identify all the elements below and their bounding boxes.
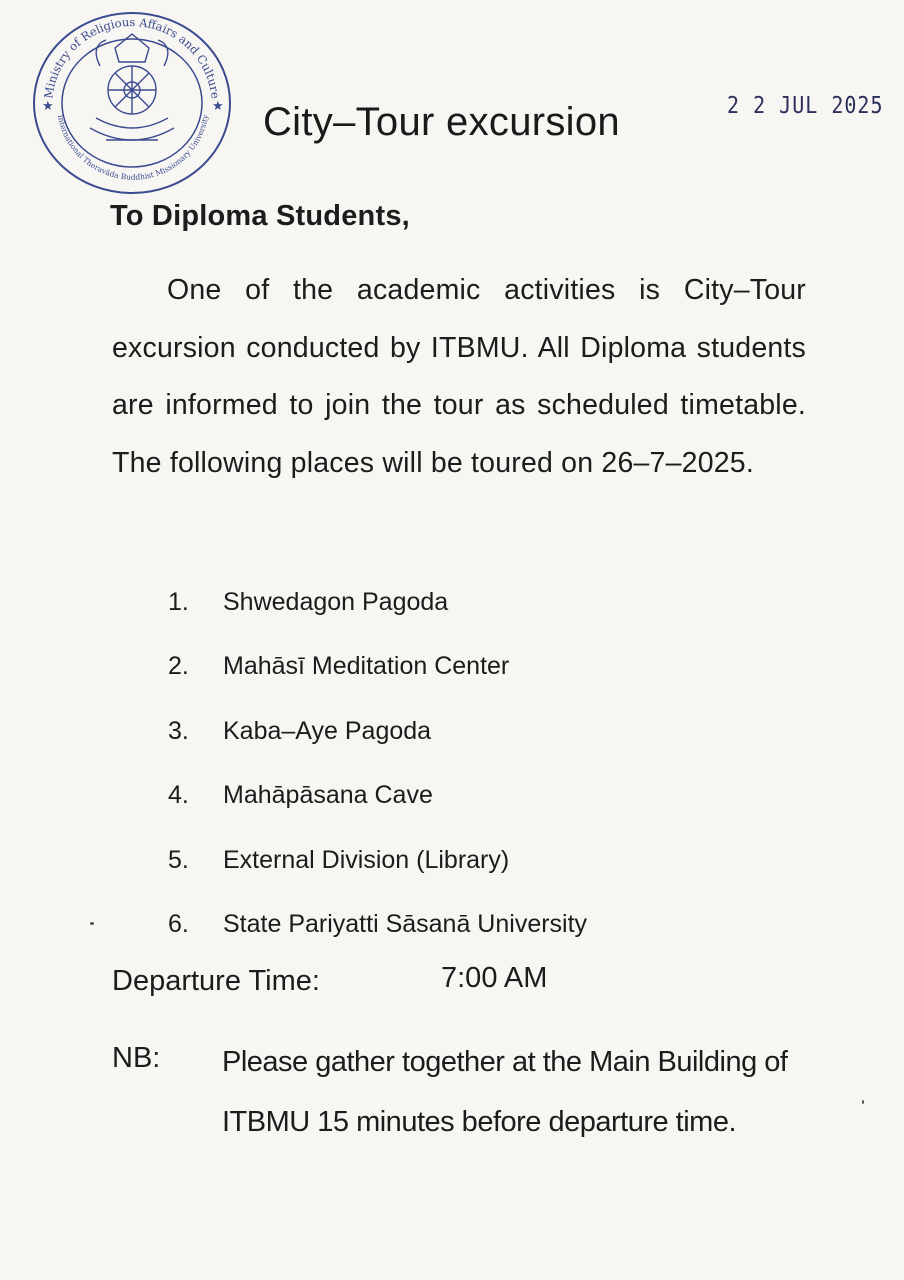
body-paragraph: One of the academic activities is City–Tour excursion conducted by ITBMU. All Diploma students are informed to join the tour as scheduled timetable. The following places will be toured on 26–7–2025. xyxy=(112,274,806,479)
nb-text: Please gather together at the Main Building of ITBMU 15 minutes before departure time. xyxy=(222,1046,788,1138)
seal-star-left-icon: ★ xyxy=(42,98,54,113)
scan-speck xyxy=(90,922,94,925)
salutation: To Diploma Students, xyxy=(110,200,410,232)
list-item-label: Mahāsī Meditation Center xyxy=(223,652,510,681)
list-item-label: External Division (Library) xyxy=(223,845,510,874)
nb-label: NB: xyxy=(112,1042,161,1074)
list-item xyxy=(168,764,587,829)
list-item-label: Kaba–Aye Pagoda xyxy=(223,716,432,745)
list-item-number: 6. xyxy=(168,910,189,939)
list-item xyxy=(168,828,587,893)
scan-speck xyxy=(862,1100,864,1104)
date-stamp: 2 2 JUL 2025 xyxy=(727,91,884,119)
seal-bottom-text: International Theravāda Buddhist Missionary University xyxy=(55,113,211,182)
list-item-label: State Pariyatti Sāsanā University xyxy=(223,910,588,939)
list-item-number: 1. xyxy=(168,587,189,616)
list-item-number: 5. xyxy=(168,845,189,874)
page-title: City–Tour excursion xyxy=(263,100,620,144)
list-item-number: 4. xyxy=(168,781,189,810)
departure-label: Departure Time: xyxy=(112,965,320,997)
list-item-label: Mahāpāsana Cave xyxy=(223,781,433,810)
places-list xyxy=(168,570,587,957)
seal-top-text: Ministry of Religious Affairs and Culture xyxy=(41,14,223,100)
seal-star-right-icon: ★ xyxy=(212,98,224,113)
list-item xyxy=(168,893,587,958)
list-item xyxy=(168,570,587,635)
list-item xyxy=(168,699,587,764)
departure-time: 7:00 AM xyxy=(441,962,548,994)
list-item-number: 3. xyxy=(168,716,189,745)
dharma-wheel-emblem-icon xyxy=(90,34,174,140)
list-item-label: Shwedagon Pagoda xyxy=(223,587,449,616)
ministry-seal xyxy=(30,6,235,194)
list-item xyxy=(168,635,587,700)
list-item-number: 2. xyxy=(168,652,189,681)
